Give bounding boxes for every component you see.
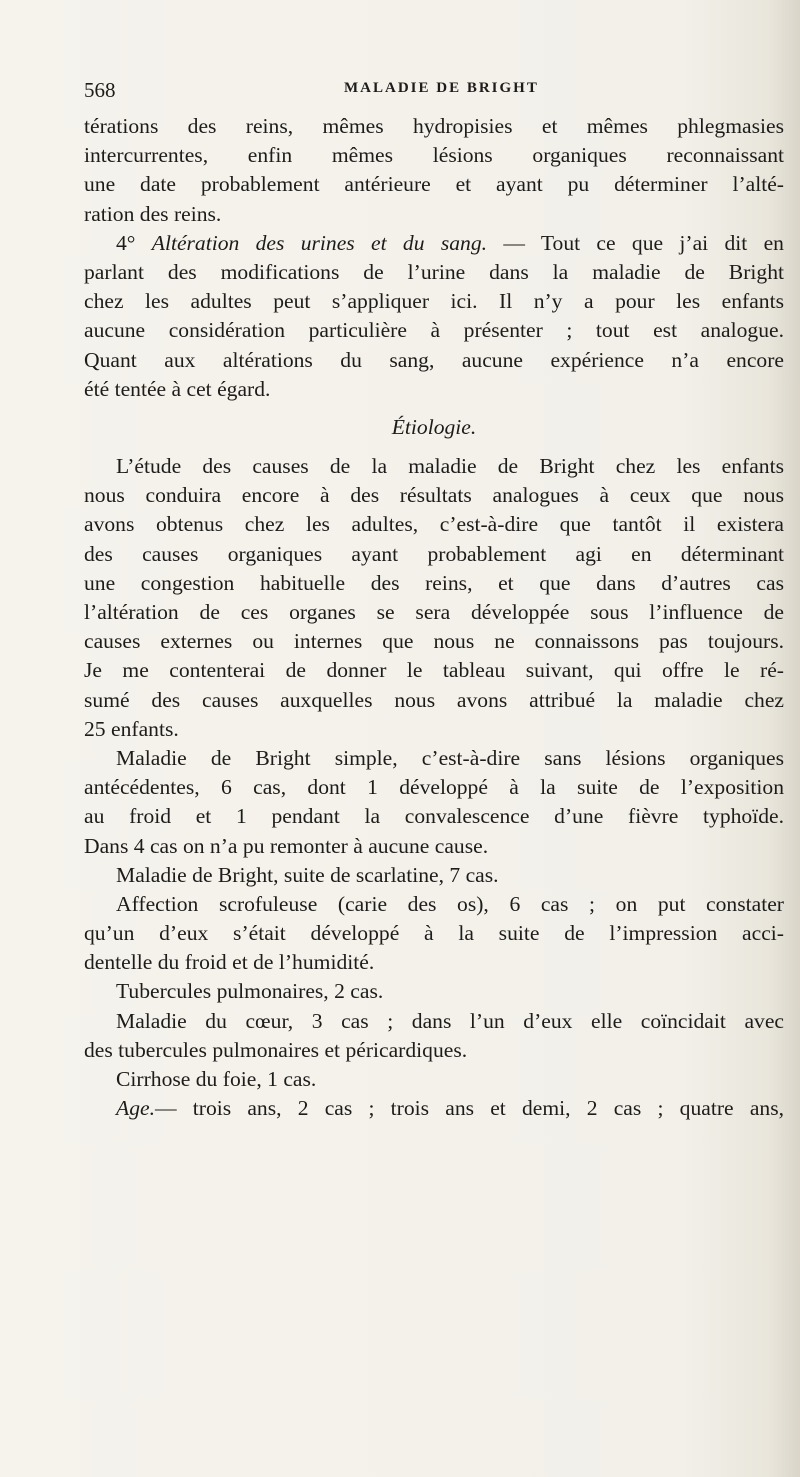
text-line: chez les adultes peut s’appliquer ici. Il n’y a pour les enfants — [84, 289, 784, 314]
text-line: nous conduira encore à des résultats analogues à ceux que nous — [84, 483, 784, 508]
section-number: 4° — [116, 230, 136, 255]
text-line: causes externes ou internes que nous ne connaissons pas toujours. — [84, 629, 784, 654]
body-text — [84, 112, 784, 1123]
text-line: antécédentes, 6 cas, dont 1 développé à la suite de l’exposition — [84, 775, 784, 800]
text-line: avons obtenus chez les adultes, c’est-à-dire que tantôt il existera — [84, 512, 784, 537]
page-number: 568 — [84, 78, 116, 102]
text-line: sumé des causes auxquelles nous avons attribué la maladie chez — [84, 687, 784, 712]
text-line: dentelle du froid et de l’humidité. — [84, 950, 375, 975]
text-line: parlant des modifications de l’urine dans la maladie de Bright — [84, 259, 784, 284]
section-text: — Tout ce que j’ai dit en — [487, 230, 784, 255]
running-title: MALADIE DE BRIGHT — [344, 80, 539, 96]
text-line: Tubercules pulmonaires, 2 cas. — [116, 979, 384, 1004]
text-line: Dans 4 cas on n’a pu remonter à aucune cause. — [84, 833, 489, 858]
section-title: Altération des urines et du sang. — [151, 230, 488, 255]
page-header — [84, 78, 784, 108]
text-line: Cirrhose du foie, 1 cas. — [116, 1067, 317, 1091]
text-line: l’altération de ces organes se sera développée sous l’influence de — [84, 600, 784, 624]
text-line: Affection scrofuleuse (carie des os), 6 cas ; on put constater — [116, 891, 784, 916]
age-label: Age. — [116, 1096, 155, 1121]
text-line: Maladie du cœur, 3 cas ; dans l’un d’eux elle coïncidait avec — [116, 1008, 784, 1033]
text-line: Maladie de Bright simple, c’est-à-dire sans lésions organiques — [116, 745, 784, 770]
text-line: été tentée à cet égard. — [84, 376, 271, 401]
age-text: — trois ans, 2 cas ; trois ans et demi, 2 cas ; quatre ans, — [154, 1096, 784, 1121]
text-line: Je me contenterai de donner le tableau suivant, qui offre le ré- — [84, 658, 784, 683]
text-line: une date probablement antérieure et ayant pu déterminer l’alté- — [84, 172, 784, 197]
text-line: au froid et 1 pendant la convalescence d’une fièvre typhoïde. — [84, 804, 784, 829]
text-line: L’étude des causes de la maladie de Bright chez les enfants — [116, 454, 784, 479]
text-line: qu’un d’eux s’était développé à la suite de l’impression acci- — [84, 921, 784, 946]
age-line — [84, 1094, 784, 1123]
text-line: des tubercules pulmonaires et péricardiques. — [84, 1037, 468, 1062]
text-line: ration des reins. — [84, 201, 222, 226]
text-line: aucune considération particulière à présenter ; tout est analogue. — [84, 318, 784, 343]
section-heading: Étiologie. — [391, 414, 477, 439]
text-line: 25 enfants. — [84, 716, 179, 741]
text-line: térations des reins, mêmes hydropisies et mêmes phlegmasies — [84, 114, 784, 138]
text-line: une congestion habituelle des reins, et que dans d’autres cas — [84, 570, 784, 595]
text-line: Quant aux altérations du sang, aucune expérience n’a encore — [84, 347, 784, 372]
text-line: Maladie de Bright, suite de scarlatine, 7 cas. — [116, 862, 499, 887]
section-title-line — [84, 229, 784, 258]
text-line: des causes organiques ayant probablement agi en déterminant — [84, 541, 784, 566]
text-line: intercurrentes, enfin mêmes lésions organiques reconnaissant — [84, 143, 784, 168]
